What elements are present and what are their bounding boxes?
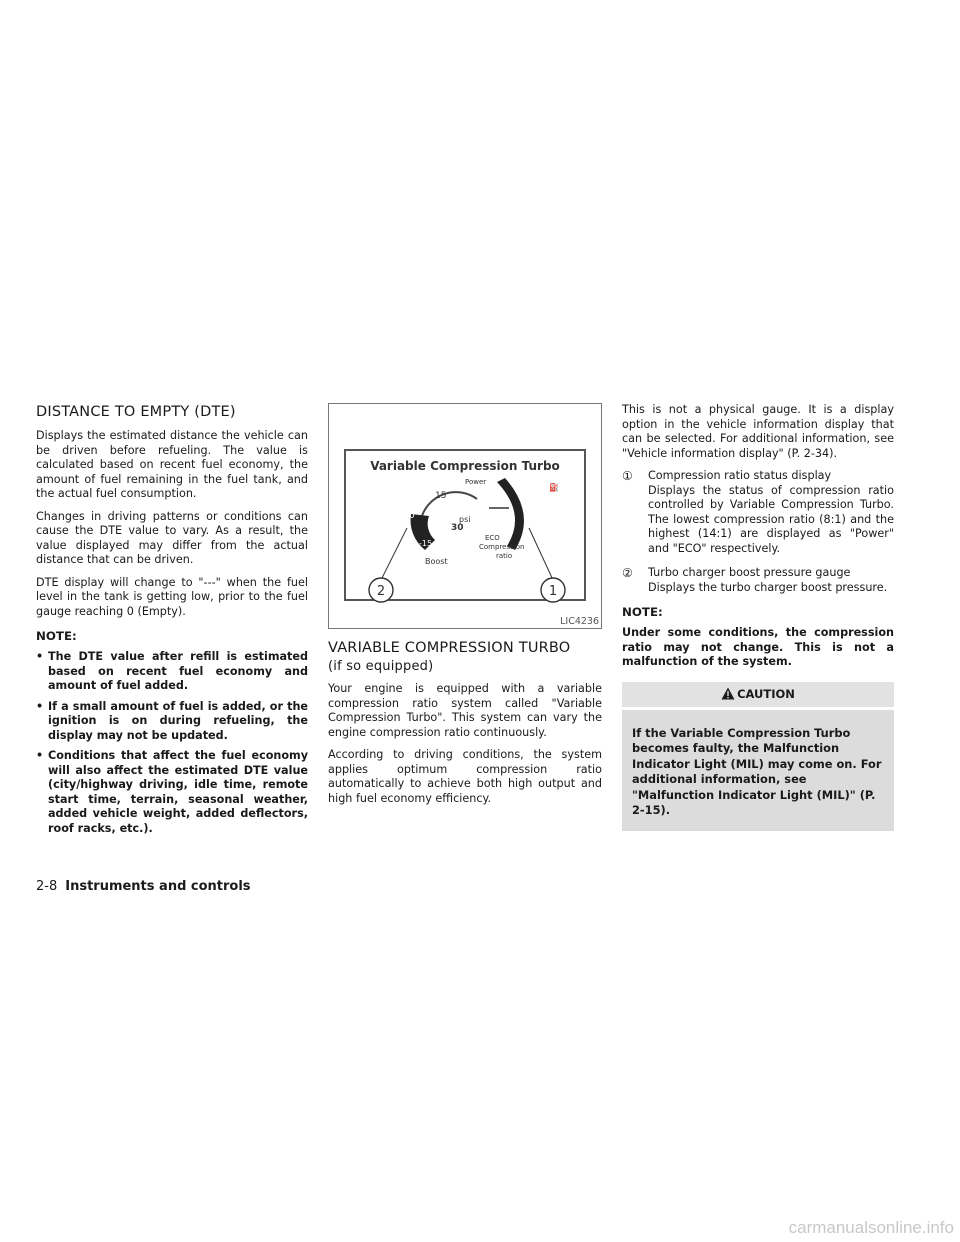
figure-title: Variable Compression Turbo <box>370 459 560 473</box>
dte-paragraph-3: DTE display will change to "---" when the fuel level in the tank is getting low, prior to the fuel gauge reaching 0 (Empty). <box>36 575 308 618</box>
vct-item-2 <box>622 566 894 595</box>
vct-heading-title: VARIABLE COMPRESSION TURBO <box>328 640 571 656</box>
vct-item-2-description: Displays the turbo charger boost pressure. <box>648 580 888 594</box>
vct-figure <box>328 403 602 629</box>
dte-note-bullet-3: • Conditions that affect the fuel economy will also affect the estimated DTE value (city/highway driving, idle time, remote start time, terrain, seasonal weather, added vehicle weight, added deflectors, roof racks, etc.). <box>36 749 308 836</box>
vct-note-label: NOTE: <box>622 605 663 619</box>
page-footer <box>36 879 251 894</box>
dte-column <box>36 403 308 842</box>
watermark: carmanualsonline.info <box>788 1218 954 1237</box>
caution-label: CAUTION <box>737 686 795 701</box>
callout-1-number: 1 <box>548 584 558 599</box>
dte-paragraph-2: Changes in driving patterns or conditions can cause the DTE value to vary. As a result, the value displayed may differ from the actual distance that can be driven. <box>36 509 308 566</box>
dte-note-list <box>36 650 308 836</box>
vct-item-1-title: Compression ratio status display <box>648 469 832 482</box>
dte-note-bullet-1: • The DTE value after refill is estimated based on recent fuel economy and amount of fuel added. <box>36 650 308 694</box>
caution-header <box>622 682 894 707</box>
vct-detail-column <box>622 403 894 831</box>
vct-item-1 <box>622 469 894 556</box>
dte-note-bullet-2: • If a small amount of fuel is added, or the ignition is on during refueling, the display may not be updated. <box>36 700 308 744</box>
vct-figure-illustration <box>329 404 601 628</box>
dte-note-label: NOTE: <box>36 629 77 643</box>
gauge-label-0: 0 <box>409 511 415 521</box>
vct-heading <box>328 639 602 676</box>
vct-item-1-description: Displays the status of compression ratio controlled by Variable Compression Turbo. The lowest compression ratio (8:1) and the highest (14:1) are displayed as "Power" and "ECO" respectively. <box>648 483 894 555</box>
vct-heading-sub: (if so equipped) <box>328 659 434 674</box>
vct-paragraph-2: According to driving conditions, the system applies optimum compression ratio automatically to achieve both high output and high fuel economy efficiency. <box>328 748 602 805</box>
vct-item-2-title: Turbo charger boost pressure gauge <box>648 566 851 579</box>
dte-paragraph-1: Displays the estimated distance the vehicle can be driven before refueling. The value is calculated based on recent fuel economy, the amount of fuel remaining in the fuel tank, and the actual fuel consumption. <box>36 429 308 500</box>
fuel-icon: ⛽ <box>549 483 559 492</box>
vct-item-2-number: ② <box>622 566 633 580</box>
gauge-label-30: 30 <box>451 523 464 533</box>
page-number: 2-8 <box>36 879 58 894</box>
gauge-label-15: 15 <box>435 491 447 501</box>
vct-note-text: Under some conditions, the compression ratio may not change. This is not a malfunction of the system. <box>622 626 894 668</box>
warning-icon <box>721 687 735 700</box>
vct-paragraph-3: This is not a physical gauge. It is a display option in the vehicle information display that can be selected. For additional information, see "Vehicle information display" (P. 2-34). <box>622 403 894 460</box>
caution-box <box>622 682 894 831</box>
gauge-label-minus15: -15 <box>419 539 433 548</box>
vct-paragraph-1: Your engine is equipped with a variable compression ratio system called "Variable Compression Turbo". This system can vary the engine compression ratio continuously. <box>328 682 602 739</box>
gauge-label-boost: Boost <box>425 557 448 566</box>
figure-code: LIC4236 <box>560 616 599 627</box>
eco-label: ECO <box>485 534 500 542</box>
callout-2-number: 2 <box>376 584 386 599</box>
eco-label-compression: Compression <box>479 543 525 551</box>
dte-heading: DISTANCE TO EMPTY (DTE) <box>36 404 236 420</box>
power-label: Power <box>465 478 487 486</box>
vct-item-1-number: ① <box>622 469 633 483</box>
eco-label-ratio: ratio <box>496 552 513 560</box>
section-title: Instruments and controls <box>65 879 251 894</box>
caution-text: If the Variable Compression Turbo becomes faulty, the Malfunction Indicator Light (MIL) may come on. For additional information, see "Malfunction Indicator Light (MIL)" (P. 2-15). <box>622 710 894 831</box>
vct-column <box>328 403 602 814</box>
gauge-label-psi: psi <box>459 515 471 524</box>
